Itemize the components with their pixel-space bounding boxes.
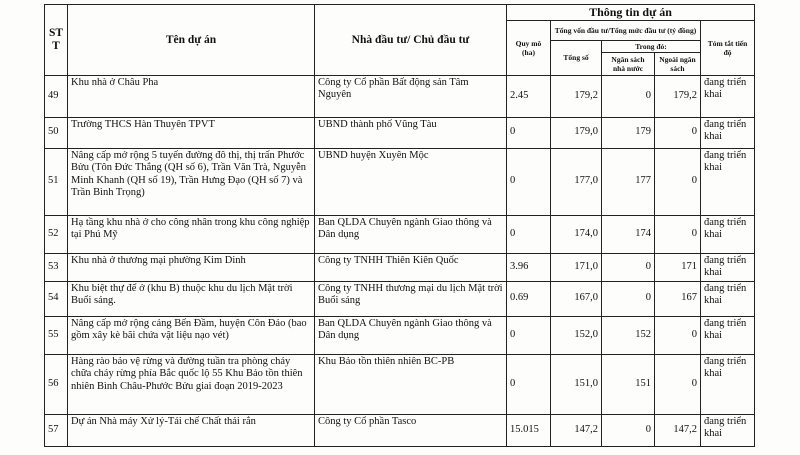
header-non-budget: Ngoài ngân sách — [655, 52, 701, 75]
row-total: 152,0 — [551, 316, 602, 354]
row-state-budget: 152 — [602, 316, 655, 354]
header-investor: Nhà đầu tư/ Chủ đầu tư — [315, 5, 507, 76]
row-total: 174,0 — [551, 215, 602, 253]
row-investor: UBND huyện Xuyên Mộc — [315, 148, 507, 215]
row-progress: đang triển khai — [701, 253, 755, 281]
table-row — [45, 281, 755, 316]
row-stt: 50 — [45, 117, 68, 148]
project-table — [44, 4, 755, 447]
row-project-name: Nâng cấp mở rộng cảng Bến Đầm, huyện Côn Đảo (bao gồm xây kè bãi chứa vật liệu nạo vét) — [68, 316, 315, 354]
row-project-name: Hạ tầng khu nhà ở cho công nhân trong khu công nghiệp tại Phú Mỹ — [68, 215, 315, 253]
row-investor: Công ty Cổ phần Tasco — [315, 414, 507, 446]
row-progress: đang triển khai — [701, 281, 755, 316]
row-non-budget: 0 — [655, 316, 701, 354]
table-row — [45, 414, 755, 446]
row-non-budget: 167 — [655, 281, 701, 316]
row-state-budget: 0 — [602, 75, 655, 117]
row-state-budget: 174 — [602, 215, 655, 253]
table-row — [45, 253, 755, 281]
row-progress: đang triển khai — [701, 75, 755, 117]
row-total: 171,0 — [551, 253, 602, 281]
row-investor: Ban QLDA Chuyên ngành Giao thông và Dân dụng — [315, 215, 507, 253]
row-non-budget: 0 — [655, 117, 701, 148]
row-stt: 49 — [45, 75, 68, 117]
table-row — [45, 316, 755, 354]
row-total: 179,0 — [551, 117, 602, 148]
row-non-budget: 171 — [655, 253, 701, 281]
table-row — [45, 117, 755, 148]
row-investor: Ban QLDA Chuyên ngành Giao thông và Dân dụng — [315, 316, 507, 354]
header-stt: ST T — [45, 5, 68, 76]
row-project-name: Hàng rào bảo vệ rừng và đường tuần tra phòng cháy chữa cháy rừng phía Bắc quốc lộ 55 Khu Bảo tồn thiên nhiên Bình Châu-Phước Bửu giai đoạn 2019-2023 — [68, 354, 315, 414]
row-non-budget: 179,2 — [655, 75, 701, 117]
row-scale: 15.015 — [507, 414, 551, 446]
row-state-budget: 0 — [602, 414, 655, 446]
header-scale: Quy mô (ha) — [507, 20, 551, 75]
row-non-budget: 147,2 — [655, 414, 701, 446]
row-stt: 54 — [45, 281, 68, 316]
row-progress: đang triển khai — [701, 414, 755, 446]
row-state-budget: 177 — [602, 148, 655, 215]
row-stt: 53 — [45, 253, 68, 281]
row-stt: 56 — [45, 354, 68, 414]
row-project-name: Khu nhà ở thương mại phường Kim Dinh — [68, 253, 315, 281]
row-investor: Công ty TNHH thương mại du lịch Mặt trời Buổi sáng — [315, 281, 507, 316]
row-project-name: Dự án Nhà máy Xử lý-Tái chế Chất thải rắn — [68, 414, 315, 446]
row-investor: Công ty Cổ phần Bất động sản Tâm Nguyên — [315, 75, 507, 117]
row-state-budget: 151 — [602, 354, 655, 414]
row-stt: 55 — [45, 316, 68, 354]
header-project-info: Thông tin dự án — [507, 5, 755, 21]
header-capital: Tổng vốn đầu tư/Tổng mức đầu tư (tỷ đồng) — [551, 20, 701, 40]
row-project-name: Khu biệt thự để ở (khu B) thuộc khu du lịch Mặt trời Buổi sáng. — [68, 281, 315, 316]
row-scale: 0 — [507, 148, 551, 215]
row-total: 167,0 — [551, 281, 602, 316]
row-total: 177,0 — [551, 148, 602, 215]
row-stt: 57 — [45, 414, 68, 446]
row-non-budget: 0 — [655, 215, 701, 253]
row-total: 151,0 — [551, 354, 602, 414]
row-non-budget: 0 — [655, 148, 701, 215]
row-project-name: Khu nhà ở Châu Pha — [68, 75, 315, 117]
header-progress: Tóm tắt tiến độ — [701, 20, 755, 75]
row-non-budget: 0 — [655, 354, 701, 414]
row-scale: 0 — [507, 354, 551, 414]
row-progress: đang triển khai — [701, 117, 755, 148]
table-row — [45, 148, 755, 215]
row-stt: 51 — [45, 148, 68, 215]
row-scale: 0 — [507, 316, 551, 354]
row-stt: 52 — [45, 215, 68, 253]
table-row — [45, 215, 755, 253]
row-project-name: Trường THCS Hàn Thuyên TPVT — [68, 117, 315, 148]
table-row — [45, 354, 755, 414]
row-investor: UBND thành phố Vũng Tàu — [315, 117, 507, 148]
row-total: 179,2 — [551, 75, 602, 117]
row-scale: 0.69 — [507, 281, 551, 316]
row-investor: Khu Bảo tồn thiên nhiên BC-PB — [315, 354, 507, 414]
header-within: Trong đó: — [602, 40, 701, 52]
header-project-name: Tên dự án — [68, 5, 315, 76]
row-progress: đang triển khai — [701, 316, 755, 354]
row-progress: đang triển khai — [701, 215, 755, 253]
header-state-budget: Ngân sách nhà nước — [602, 52, 655, 75]
row-progress: đang triển khai — [701, 148, 755, 215]
row-progress: đang triển khai — [701, 354, 755, 414]
row-project-name: Nâng cấp mở rộng 5 tuyến đường đô thị, thị trấn Phước Bửu (Tôn Đức Thắng (QH số 6), Trần Văn Trà, Nguyễn Minh Khanh (QH số 19), Trần Hưng Đạo (QH số 7) và Trần Bình Trọng) — [68, 148, 315, 215]
row-scale: 0 — [507, 117, 551, 148]
row-state-budget: 0 — [602, 253, 655, 281]
header-total: Tổng số — [551, 40, 602, 75]
row-scale: 2.45 — [507, 75, 551, 117]
row-scale: 3.96 — [507, 253, 551, 281]
row-investor: Công ty TNHH Thiên Kiên Quốc — [315, 253, 507, 281]
row-state-budget: 179 — [602, 117, 655, 148]
row-scale: 0 — [507, 215, 551, 253]
row-total: 147,2 — [551, 414, 602, 446]
row-state-budget: 0 — [602, 281, 655, 316]
table-row — [45, 75, 755, 117]
